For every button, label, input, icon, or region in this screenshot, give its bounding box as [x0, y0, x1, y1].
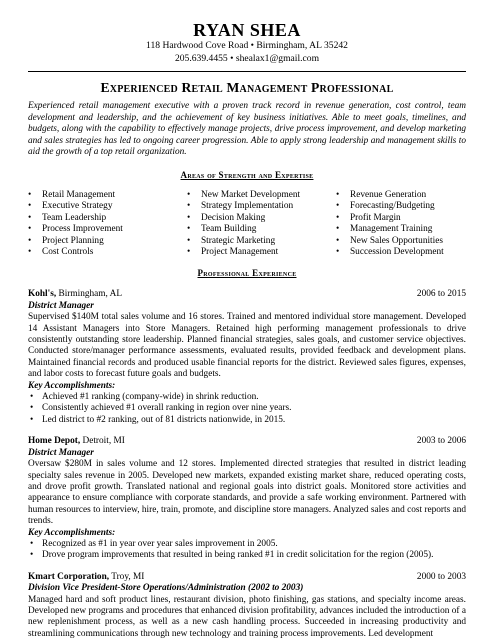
- strength-item: • Revenue Generation: [336, 190, 466, 201]
- summary-paragraph: Experienced retail management executive with a proven track record in revenue generation, cost control, team development and leadership, and the achievement of key business initiatives. Able to meet goals, timelines, and budgets, along with the capability to effectively manage projects, drive process improvement, and develop marketing and sales strategies has led to ongoing career progression. Able to apply strong leadership and management skills to aid the growth of a top retail organization.: [28, 101, 466, 158]
- job-title: District Manager: [28, 300, 94, 311]
- accomplishment-item: • Achieved #1 ranking (company-wide) in shrink reduction.: [28, 392, 466, 403]
- job-title: District Manager: [28, 447, 94, 458]
- job-dates: 2003 to 2006: [416, 436, 466, 447]
- accomplishments-heading: Key Accomplishments:: [28, 527, 116, 538]
- accomplishment-item: • Led district to #2 ranking, out of 81 districts nationwide, in 2015.: [28, 415, 466, 426]
- strength-item: • Decision Making: [187, 213, 327, 224]
- accomplishment-item: • Drove program improvements that resulted in being ranked #1 in credit solicitation for the region (2005).: [28, 550, 466, 561]
- strength-item: • Project Management: [187, 247, 327, 258]
- strength-item: • Process Improvement: [28, 224, 178, 235]
- strength-item: • Retail Management: [28, 190, 178, 201]
- strengths-column-1: [28, 190, 178, 258]
- professional-title: Experienced Retail Management Professional: [100, 80, 394, 95]
- strength-item: • Project Planning: [28, 236, 178, 247]
- strength-item: • Cost Controls: [28, 247, 178, 258]
- strength-item: • Strategic Marketing: [187, 236, 327, 247]
- strength-item: • New Sales Opportunities: [336, 236, 466, 247]
- job-entry-kmart: [28, 572, 466, 640]
- job-entry-home-depot: [28, 436, 466, 561]
- accomplishments-list: [28, 392, 466, 426]
- employer: [28, 436, 125, 447]
- experience-heading: Professional Experience: [197, 268, 297, 279]
- job-dates: 2006 to 2015: [416, 289, 466, 300]
- accomplishment-item: • Consistently achieved #1 overall ranking in region over nine years.: [28, 403, 466, 414]
- strength-item: • Forecasting/Budgeting: [336, 201, 466, 212]
- company-name: Kmart Corporation,: [28, 571, 110, 582]
- employer: [28, 289, 122, 300]
- candidate-name: RYAN SHEA: [193, 20, 301, 40]
- accomplishment-item: • Recognized as #1 in year over year sales improvement in 2005.: [28, 539, 466, 550]
- strength-item: • Profit Margin: [336, 213, 466, 224]
- job-dates: 2000 to 2003: [416, 571, 466, 582]
- address-line: 118 Hardwood Cove Road • Birmingham, AL 35242: [146, 40, 348, 51]
- company-location: Birmingham, AL: [56, 289, 123, 300]
- strengths-column-3: [336, 190, 466, 258]
- strength-item: • Executive Strategy: [28, 201, 178, 212]
- accomplishments-list: [28, 539, 466, 562]
- company-name: Kohl's,: [28, 289, 57, 300]
- accomplishments-heading: Key Accomplishments:: [28, 380, 116, 391]
- strength-item: • New Market Development: [187, 190, 327, 201]
- strength-item: • Succession Development: [336, 247, 466, 258]
- job-entry-kohls: [28, 289, 466, 426]
- job-description: Oversaw $280M in sales volume and 12 stores. Implemented directed strategies that resulted in district leading specialty sales revenue in 2005. Developed new markets, expanded existing market share, reduced operating costs, and drove profit growth. Translated national and regional goals into district goals. Monitored store activities and appearance to ensure compliance with corporate standards, and provide a safe working environment. Partnered with human resources to interview, hire, train, promote, and discipline store managers. Analyzed sales and cost reports and trends.: [28, 459, 466, 527]
- phone-email-line: 205.639.4455 • shealax1@gmail.com: [174, 52, 320, 64]
- job-description: Supervised $140M total sales volume and 16 stores. Trained and mentored individual store management. Developed 14 Assistant Managers into Store Managers. Retained high performing management professionals to drive consistently outstanding store leadership. Planned financial strategies, sales goals, and customer service objectives. Conducted store/manager performance assessments, evaluated results, provided feedback and development plans. Maintained financial records and produced usable financial reports for the district. Reviewed sales figures, expenses, and labor costs to forecast future goals and budgets.: [28, 312, 466, 380]
- job-title: Division Vice President-Store Operations/Administration (2002 to 2003): [28, 583, 304, 594]
- strengths-heading: Areas of Strength and Expertise: [180, 169, 314, 180]
- company-location: Detroit, MI: [80, 436, 125, 447]
- strengths-list: [28, 190, 466, 258]
- company-location: Troy, MI: [109, 571, 145, 582]
- company-name: Home Depot,: [28, 436, 81, 447]
- strength-item: • Team Leadership: [28, 213, 178, 224]
- strength-item: • Management Training: [336, 224, 466, 235]
- strength-item: • Team Building: [187, 224, 327, 235]
- header-divider: [28, 71, 466, 72]
- job-description: Managed hard and soft product lines, restaurant division, photo finishing, gas stations, and specialty income areas. Developed new programs and procedures that enhanced division profitability, advances included the introduction of a new replenishment process, as well as a new cash handling process. Succeeded in increasing productivity and streamlining communications through new technology and training process improvements. Led development: [28, 594, 466, 639]
- strengths-column-2: [187, 190, 327, 258]
- employer: [28, 572, 144, 583]
- strength-item: • Strategy Implementation: [187, 201, 327, 212]
